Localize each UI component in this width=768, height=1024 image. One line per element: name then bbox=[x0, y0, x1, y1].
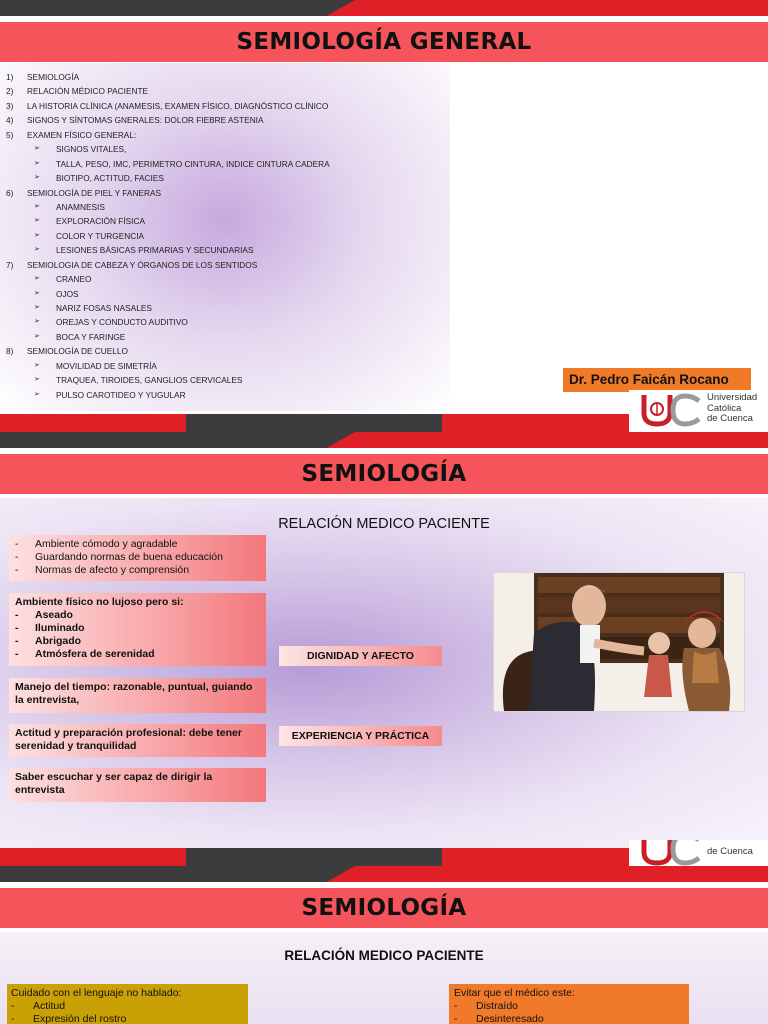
box-evitar-medico bbox=[449, 984, 689, 1024]
arrow-bullet-icon: ➢ bbox=[34, 202, 40, 210]
arrow-bullet-icon: ➢ bbox=[34, 145, 40, 153]
arrow-bullet-icon: ➢ bbox=[34, 275, 40, 283]
outline-subitem bbox=[6, 142, 446, 156]
list-item: - Atmósfera de serenidad bbox=[15, 648, 155, 660]
arrow-bullet-icon: ➢ bbox=[34, 304, 40, 311]
list-item: - Iluminado bbox=[15, 622, 85, 634]
outline-number: 4) bbox=[6, 115, 14, 126]
outline-item bbox=[6, 344, 446, 358]
list-item: - Expresión del rostro bbox=[11, 1013, 127, 1024]
ucacue-logo-icon bbox=[641, 840, 703, 866]
outline-text: TALLA, PESO, IMC, PERIMETRO CINTURA, INDICE CINTURA CADERA bbox=[56, 158, 330, 169]
arrow-bullet-icon: ➢ bbox=[34, 376, 40, 384]
outline-number: 1) bbox=[6, 72, 14, 82]
outline-text: TRAQUEA, TIROIDES, GANGLIOS CERVICALES bbox=[56, 375, 243, 386]
bottom-strip-dark bbox=[186, 414, 442, 432]
arrow-bullet-icon: ➢ bbox=[34, 159, 40, 167]
outline-text: EXAMEN FÍSICO GENERAL: bbox=[27, 129, 137, 140]
slide-title-band bbox=[0, 22, 768, 62]
outline-subitem bbox=[6, 373, 446, 387]
bottom-strip bbox=[0, 414, 629, 432]
list-item: - Aseado bbox=[15, 609, 73, 621]
outline-item bbox=[6, 99, 446, 113]
outline-subitem bbox=[6, 388, 446, 402]
doctor-examining-child-illustration bbox=[494, 573, 744, 711]
outline-item bbox=[6, 186, 446, 200]
top-strip-dark bbox=[0, 866, 355, 882]
box-experiencia-practica: EXPERIENCIA Y PRÁCTICA bbox=[279, 726, 442, 746]
outline-subitem bbox=[6, 200, 446, 214]
box-ambiente bbox=[9, 535, 266, 581]
box-saber-escuchar: Saber escuchar y ser capaz de dirigir la entrevista bbox=[9, 768, 266, 802]
outline-number: 2) bbox=[6, 86, 14, 97]
outline-text: SEMIOLOGÍA bbox=[27, 72, 80, 82]
university-logo-partial bbox=[629, 840, 768, 866]
outline-subitem bbox=[6, 157, 446, 171]
slide-subtitle: RELACIÓN MEDICO PACIENTE bbox=[284, 948, 484, 963]
outline-number: 8) bbox=[6, 346, 14, 357]
list-item: - Ambiente cómodo y agradable bbox=[15, 538, 178, 550]
list-item: - Guardando normas de buena educación bbox=[15, 551, 223, 563]
list-item: - Abrigado bbox=[15, 635, 82, 647]
list-item: - Desinteresado bbox=[454, 1013, 544, 1024]
outline-text: BOCA Y FARINGE bbox=[56, 331, 126, 342]
outline-text: CRANEO bbox=[56, 274, 92, 285]
outline-text: SEMIOLOGÍA DE PIEL Y FANERAS bbox=[27, 187, 162, 198]
outline-subitem bbox=[6, 359, 446, 373]
arrow-bullet-icon: ➢ bbox=[34, 289, 40, 297]
university-logo bbox=[629, 390, 768, 432]
box-dignidad-afecto: DIGNIDAD Y AFECTO bbox=[279, 646, 442, 666]
slide-title: SEMIOLOGÍA bbox=[301, 895, 467, 921]
outline-number: 5) bbox=[6, 129, 14, 140]
author-name: Dr. Pedro Faicán Rocano bbox=[563, 368, 751, 392]
outline-number: 7) bbox=[6, 259, 14, 270]
outline-text: BIOTIPO, ACTITUD, FACIES bbox=[56, 173, 164, 184]
outline-subitem bbox=[6, 330, 446, 344]
outline-text: RELACIÓN MÉDICO PACIENTE bbox=[27, 86, 149, 97]
logo-line-3: de Cuenca bbox=[707, 413, 753, 424]
arrow-bullet-icon: ➢ bbox=[34, 361, 40, 369]
arrow-bullet-icon: ➢ bbox=[34, 318, 40, 326]
outline-subitem bbox=[6, 315, 446, 329]
top-strip bbox=[0, 0, 768, 16]
top-strip-dark bbox=[0, 432, 355, 448]
outline-item bbox=[6, 128, 446, 142]
arrow-bullet-icon: ➢ bbox=[34, 390, 40, 398]
outline-text: SEMIOLOGÍA DE CUELLO bbox=[27, 346, 128, 357]
box-lenguaje-no-hablado bbox=[7, 984, 248, 1024]
box-heading: Cuidado con el lenguaje no hablado: bbox=[11, 987, 182, 999]
box-heading: Evitar que el médico este: bbox=[454, 987, 575, 999]
outline-subitem bbox=[6, 243, 446, 257]
box-manejo-tiempo: Manejo del tiempo: razonable, puntual, guiando la entrevista, bbox=[9, 678, 266, 713]
list-item: - Actitud bbox=[11, 1000, 66, 1012]
arrow-bullet-icon: ➢ bbox=[34, 332, 40, 340]
outline-item bbox=[6, 258, 446, 272]
outline-text: SIGNOS Y SÍNTOMAS GNERALES: DOLOR FIEBRE ASTENIA bbox=[27, 115, 264, 126]
slide-title: SEMIOLOGÍA GENERAL bbox=[236, 29, 532, 55]
outline-text: SIGNOS VITALES, bbox=[56, 144, 127, 155]
logo-text: de Cuenca bbox=[707, 846, 753, 857]
doctor-child-photo bbox=[493, 572, 745, 712]
slide-title-band bbox=[0, 454, 768, 494]
outline-text: LA HISTORIA CLÍNICA (ANAMESIS, EXAMEN FÍSICO, DIAGNÓSTICO CLÍNICO bbox=[27, 100, 329, 111]
slide-title: SEMIOLOGÍA bbox=[301, 461, 467, 487]
arrow-bullet-icon: ➢ bbox=[34, 217, 40, 225]
outline-text: MOVILIDAD DE SIMETRÍA bbox=[56, 360, 157, 371]
logo-text bbox=[707, 393, 757, 425]
outline-number: 3) bbox=[6, 100, 14, 111]
outline-item bbox=[6, 70, 446, 84]
box-ambiente-fisico bbox=[9, 593, 266, 666]
outline-subitem bbox=[6, 287, 446, 301]
box-heading: Ambiente físico no lujoso pero si: bbox=[15, 596, 184, 608]
top-strip bbox=[0, 866, 768, 882]
slide-subtitle: RELACIÓN MEDICO PACIENTE bbox=[278, 516, 490, 532]
outline-subitem bbox=[6, 229, 446, 243]
outline-subitem bbox=[6, 301, 446, 315]
bottom-strip-dark bbox=[186, 848, 442, 866]
outline-text: ANAMNESIS bbox=[56, 201, 105, 212]
logo-line-1: Universidad bbox=[707, 392, 758, 403]
logo-line-2: Católica bbox=[707, 402, 742, 414]
list-item: - Normas de afecto y comprensión bbox=[15, 564, 190, 576]
arrow-bullet-icon: ➢ bbox=[34, 231, 40, 239]
outline-item bbox=[6, 113, 446, 127]
top-strip-dark bbox=[0, 0, 355, 16]
list-item: - Distraído bbox=[454, 1000, 519, 1012]
outline-text: LESIONES BÁSICAS PRIMARIAS Y SECUNDARIAS bbox=[56, 245, 254, 256]
outline-subitem bbox=[6, 272, 446, 286]
outline-text: OREJAS Y CONDUCTO AUDITIVO bbox=[56, 317, 188, 328]
arrow-bullet-icon: ➢ bbox=[34, 246, 40, 254]
outline-item bbox=[6, 84, 446, 98]
outline-subitem bbox=[6, 214, 446, 228]
slide-title-band bbox=[0, 888, 768, 928]
outline-text: COLOR Y TURGENCIA bbox=[56, 230, 145, 241]
outline-text: PULSO CAROTIDEO Y YUGULAR bbox=[56, 389, 186, 400]
slide-semiologia-general bbox=[0, 0, 768, 432]
outline-number: 6) bbox=[6, 187, 14, 198]
outline-text: SEMIOLOGIA DE CABEZA Y ÓRGANOS DE LOS SENTIDOS bbox=[27, 259, 258, 270]
top-strip bbox=[0, 432, 768, 448]
outline-text: OJOS bbox=[56, 288, 79, 299]
arrow-bullet-icon: ➢ bbox=[34, 174, 40, 182]
outline-text: NARIZ FOSAS NASALES bbox=[56, 303, 152, 313]
topic-outline bbox=[6, 70, 446, 402]
outline-text: EXPLORACIÓN FÍSICA bbox=[56, 216, 145, 227]
outline-subitem bbox=[6, 171, 446, 185]
bottom-strip bbox=[0, 848, 629, 866]
box-actitud: Actitud y preparación profesional: debe tener serenidad y tranquilidad bbox=[9, 724, 266, 757]
ucacue-logo-icon bbox=[641, 393, 703, 427]
